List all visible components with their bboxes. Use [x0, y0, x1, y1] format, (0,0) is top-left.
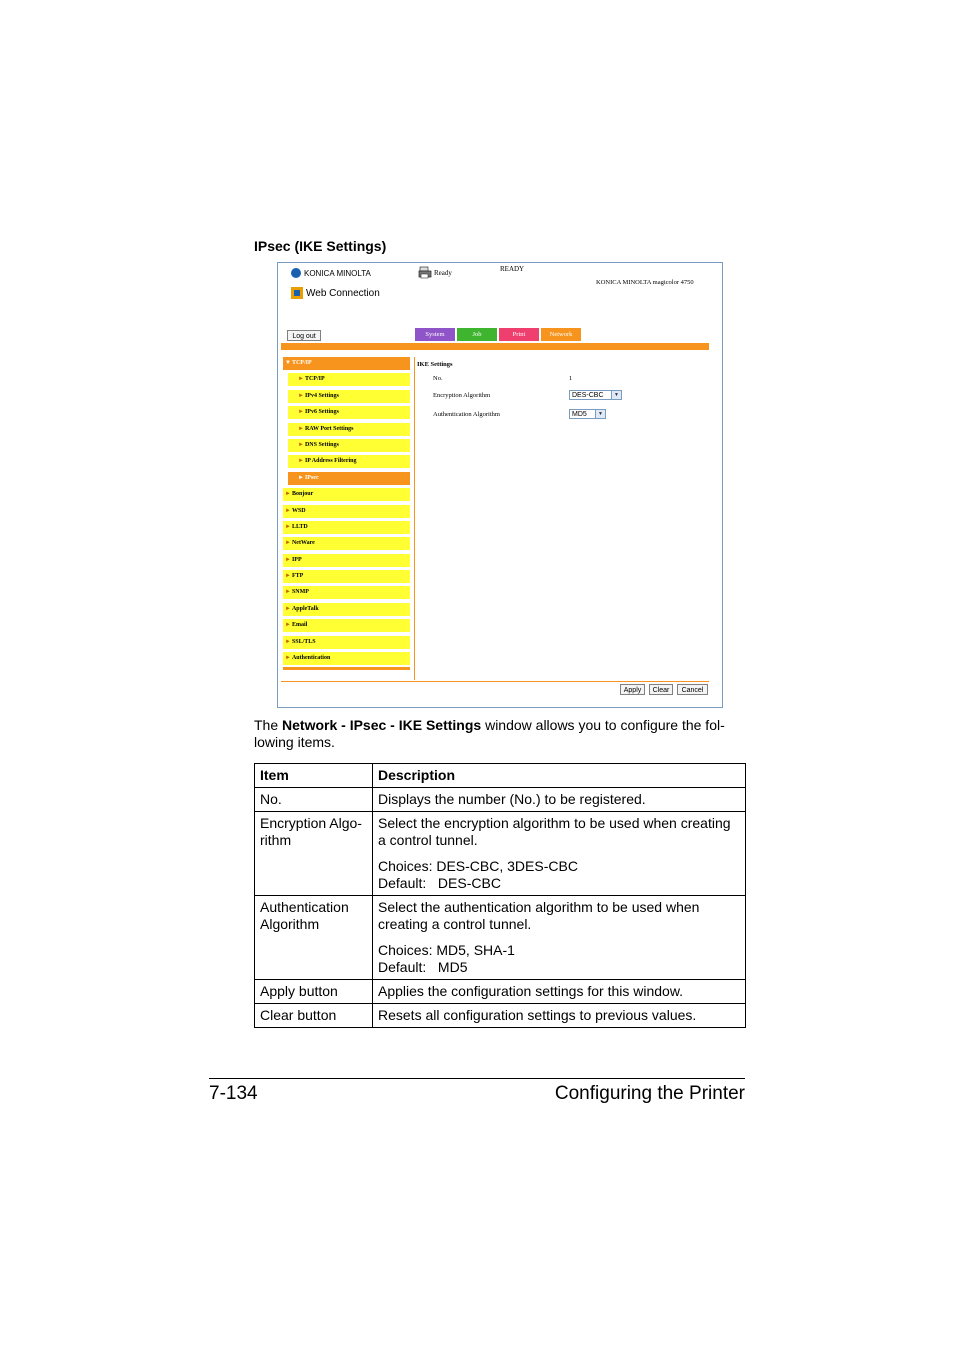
header-bar — [281, 343, 709, 350]
sidebar-item-label: IPsec — [304, 474, 319, 481]
sidebar-item-label: NetWare — [291, 540, 315, 547]
intro-text-before: The — [254, 717, 283, 733]
triangle-right-icon: ► — [298, 474, 304, 481]
page-number: 7-134 — [209, 1083, 258, 1104]
authentication-algorithm-value: MD5 — [572, 411, 587, 418]
item-cell: Apply button — [255, 980, 373, 1004]
table-row — [255, 1004, 746, 1028]
status-label: Ready — [434, 269, 452, 277]
sidebar-item[interactable] — [283, 537, 410, 550]
no-label: No. — [433, 375, 443, 382]
table-header-row — [255, 764, 746, 788]
encryption-algorithm-label: Encryption Algorithm — [433, 392, 491, 399]
pagescope-icon — [291, 287, 303, 299]
sidebar-item-label: IP Address Filtering — [304, 458, 357, 465]
sidebar-item[interactable] — [283, 652, 410, 665]
sidebar-item-label: WSD — [291, 507, 306, 514]
sidebar-item[interactable] — [283, 357, 410, 370]
description-text: Resets all configuration settings to previous values. — [378, 1007, 697, 1023]
sidebar-item[interactable] — [288, 455, 410, 468]
authentication-algorithm-label: Authentication Algorithm — [433, 411, 500, 418]
triangle-right-icon: ► — [285, 491, 291, 498]
apply-button[interactable]: Apply — [620, 684, 645, 695]
description-text: Applies the configuration settings for this window. — [378, 983, 684, 999]
description-cell — [373, 896, 746, 980]
table-row — [255, 788, 746, 812]
description-cell — [373, 1004, 746, 1028]
sidebar-item-label: SNMP — [291, 589, 309, 596]
description-cell — [373, 980, 746, 1004]
authentication-algorithm-select[interactable] — [569, 409, 606, 419]
sidebar-item-label: Email — [291, 622, 308, 629]
printer-icon — [418, 266, 432, 279]
triangle-right-icon: ► — [298, 392, 304, 399]
sidebar-item[interactable] — [283, 586, 410, 599]
triangle-right-icon: ► — [285, 523, 291, 530]
description-table — [254, 763, 746, 1028]
triangle-right-icon: ► — [298, 409, 304, 416]
sidebar-item[interactable] — [283, 488, 410, 501]
sidebar-item-label: IPv6 Settings — [304, 409, 339, 416]
item-cell: Encryption Algo-rithm — [255, 812, 373, 896]
sidebar-end-bar — [283, 667, 410, 670]
description-text: Select the authentication algorithm to be used when creating a control tunnel. — [378, 899, 700, 932]
triangle-right-icon: ► — [285, 638, 291, 645]
sidebar-item[interactable] — [288, 390, 410, 403]
status-value: READY — [500, 265, 525, 273]
logout-button[interactable]: Log out — [287, 330, 321, 341]
triangle-right-icon: ► — [285, 605, 291, 612]
web-connection-logo — [291, 287, 380, 299]
section-heading: IPsec (IKE Settings) — [254, 238, 387, 254]
footer-bar — [281, 681, 709, 682]
product-text: Web Connection — [306, 287, 380, 299]
description-cell — [373, 812, 746, 896]
tab-system[interactable]: System — [415, 328, 455, 341]
triangle-right-icon: ► — [298, 376, 304, 383]
main-title: IKE Settings — [417, 361, 453, 368]
tab-network[interactable]: Network — [541, 328, 581, 341]
description-text: Choices: MD5, SHA-1 Default: MD5 — [378, 942, 515, 975]
sidebar-item-label: IPP — [291, 556, 302, 563]
description-text: Select the encryption algorithm to be used when creating a control tunnel. — [378, 815, 731, 848]
sidebar-item-label: TCP/IP — [304, 376, 325, 383]
description-cell — [373, 788, 746, 812]
footer-rule — [209, 1078, 745, 1079]
intro-text-after: window allows you to configure the fol-lowing items. — [254, 717, 725, 750]
brand-text: KONICA MINOLTA — [304, 268, 371, 278]
tab-print[interactable]: Print — [499, 328, 539, 341]
table-body — [255, 788, 746, 1028]
top-tabs — [415, 328, 581, 341]
web-connection-screenshot — [277, 262, 723, 708]
cancel-button[interactable]: Cancel — [677, 684, 708, 695]
sidebar-item-label: FTP — [291, 573, 304, 580]
sidebar-item-label: AppleTalk — [291, 605, 319, 612]
chevron-down-icon: ▼ — [595, 410, 605, 418]
item-cell: Authentication Algorithm — [255, 896, 373, 980]
description-text: Displays the number (No.) to be registered. — [378, 791, 646, 807]
sidebar-item-label: DNS Settings — [304, 441, 339, 448]
sidebar-item[interactable] — [283, 505, 410, 518]
triangle-right-icon: ► — [285, 589, 291, 596]
triangle-right-icon: ► — [285, 540, 291, 547]
sidebar-item[interactable] — [288, 439, 410, 452]
intro-text-bold: Network - IPsec - IKE Settings — [282, 717, 482, 733]
triangle-right-icon: ► — [285, 556, 291, 563]
sidebar-item-label: LLTD — [291, 523, 308, 530]
column-header-description: Description — [373, 764, 746, 788]
item-cell: No. — [255, 788, 373, 812]
encryption-algorithm-select[interactable] — [569, 390, 622, 400]
konica-minolta-logo — [291, 268, 371, 278]
sidebar-item[interactable] — [288, 373, 410, 386]
triangle-right-icon: ► — [285, 622, 291, 629]
tab-job[interactable]: Job — [457, 328, 497, 341]
sidebar-divider — [414, 357, 415, 680]
triangle-right-icon: ► — [285, 573, 291, 580]
encryption-algorithm-value: DES-CBC — [572, 392, 604, 399]
sidebar-item-label: Bonjour — [291, 491, 314, 498]
triangle-right-icon: ► — [298, 441, 304, 448]
triangle-right-icon: ► — [285, 655, 291, 662]
sidebar-item[interactable] — [283, 521, 410, 534]
sidebar-item[interactable] — [283, 603, 410, 616]
column-header-item: Item — [255, 764, 373, 788]
konica-minolta-logo-icon — [291, 268, 301, 278]
chevron-down-icon: ▼ — [611, 391, 621, 399]
sidebar-item-label: SSL/TLS — [291, 638, 316, 645]
sidebar-item-label: IPv4 Settings — [304, 392, 339, 399]
sidebar-item[interactable] — [288, 423, 410, 436]
sidebar-item-label: RAW Port Settings — [304, 425, 354, 432]
sidebar-item[interactable] — [283, 554, 410, 567]
table-row — [255, 896, 746, 980]
sidebar-item-label: TCP/IP — [291, 360, 312, 366]
intro-paragraph — [254, 717, 746, 751]
clear-button[interactable]: Clear — [649, 684, 673, 695]
sidebar-item[interactable] — [288, 406, 410, 419]
sidebar-item[interactable] — [288, 472, 410, 485]
sidebar-item[interactable] — [283, 636, 410, 649]
chapter-title: Configuring the Printer — [554, 1083, 745, 1104]
no-value: 1 — [569, 375, 573, 382]
sidebar-item-label: Authentication — [291, 655, 331, 662]
triangle-down-icon: ▼ — [285, 360, 291, 366]
printer-model: KONICA MINOLTA magicolor 4750 — [596, 279, 694, 286]
item-cell: Clear button — [255, 1004, 373, 1028]
triangle-right-icon: ► — [285, 507, 291, 514]
table-row — [255, 980, 746, 1004]
triangle-right-icon: ► — [298, 458, 304, 465]
network-sidebar — [283, 357, 410, 670]
sidebar-item[interactable] — [283, 570, 410, 583]
table-row — [255, 812, 746, 896]
sidebar-item[interactable] — [283, 619, 410, 632]
description-text: Choices: DES-CBC, 3DES-CBC Default: DES-CBC — [378, 858, 578, 891]
triangle-right-icon: ► — [298, 425, 304, 432]
